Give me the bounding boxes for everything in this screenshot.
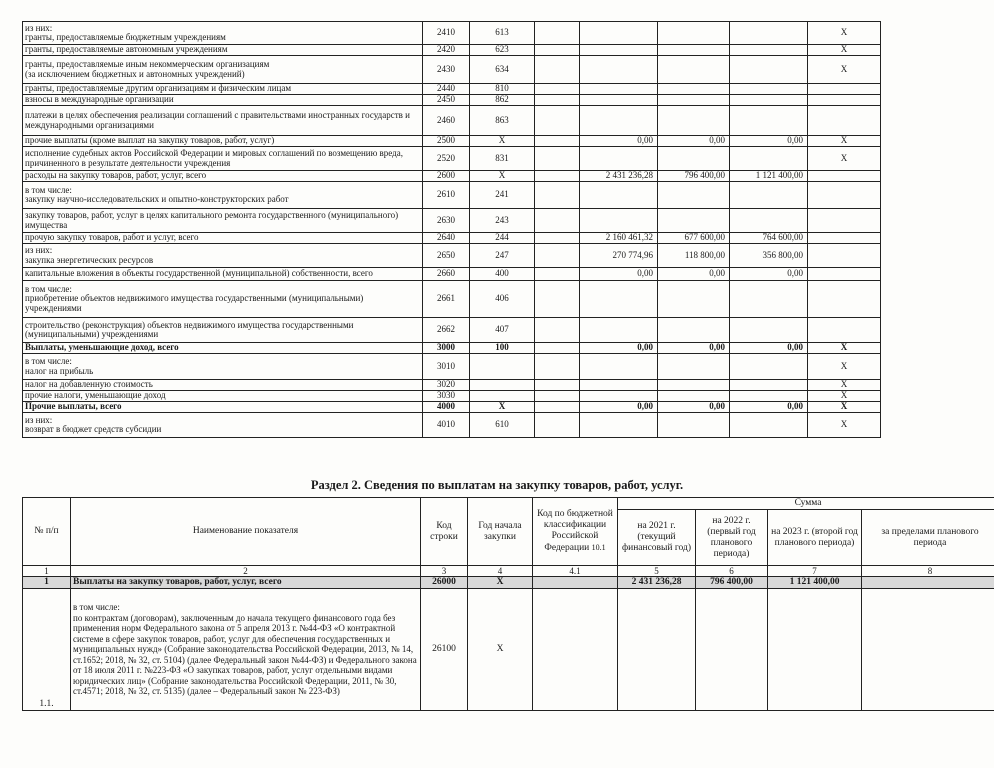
row-col-b: 0,00 xyxy=(580,268,658,281)
row-code: 4000 xyxy=(423,402,470,413)
table-row xyxy=(23,209,881,233)
column-number: 4.1 xyxy=(533,566,618,577)
row-code: 3000 xyxy=(423,343,470,354)
header-beyond: за пределами планового периода xyxy=(862,510,994,566)
header-kbk-note: 10.1 xyxy=(591,543,606,552)
header-kbk-text: Код по бюджетной классификации Российской Федерации xyxy=(537,509,613,553)
table-row xyxy=(23,589,994,711)
row-code: 2610 xyxy=(423,182,470,209)
expenses-table xyxy=(22,21,881,438)
row-col-c: 0,00 xyxy=(658,343,730,354)
row-name: из них: возврат в бюджет средств субсидии xyxy=(23,413,423,438)
table-row xyxy=(23,354,881,380)
row-col-x: X xyxy=(808,147,881,171)
row-code: 2440 xyxy=(423,84,470,95)
row-col-b xyxy=(580,95,658,106)
row-col-a xyxy=(535,402,580,413)
row-col-a xyxy=(535,171,580,182)
row-col-x: X xyxy=(808,380,881,391)
row-beyond xyxy=(862,577,994,589)
table-row xyxy=(23,171,881,182)
row-name: взносы в международные организации xyxy=(23,95,423,106)
row-col-d xyxy=(730,106,808,136)
table-row xyxy=(23,318,881,343)
row-code: 2661 xyxy=(423,281,470,318)
row-col-b xyxy=(580,413,658,438)
row-col-x: X xyxy=(808,22,881,45)
column-number: 5 xyxy=(618,566,696,577)
row-col-c xyxy=(658,56,730,84)
row-num: 1.1. xyxy=(23,589,71,711)
table-row xyxy=(23,391,881,402)
row-col-x: X xyxy=(808,56,881,84)
row-code: 2460 xyxy=(423,106,470,136)
row-col-b xyxy=(580,318,658,343)
row-col-x: X xyxy=(808,402,881,413)
table-row xyxy=(23,380,881,391)
row-col-a xyxy=(535,84,580,95)
row-col-c xyxy=(658,380,730,391)
row-code: 2600 xyxy=(423,171,470,182)
row-col-b xyxy=(580,45,658,56)
row-col-d xyxy=(730,182,808,209)
row-code: 2500 xyxy=(423,136,470,147)
row-code: 4010 xyxy=(423,413,470,438)
row-col-x xyxy=(808,244,881,268)
table-row xyxy=(23,343,881,354)
row-kbk: X xyxy=(470,136,535,147)
column-number: 6 xyxy=(696,566,768,577)
column-number: 1 xyxy=(23,566,71,577)
table-row xyxy=(23,45,881,56)
row-kbk: 100 xyxy=(470,343,535,354)
row-col-x xyxy=(808,268,881,281)
row-name: гранты, предоставляемые иным некоммерческим организациям (за исключением бюджетных и автономных учреждений) xyxy=(23,56,423,84)
row-kbk: X xyxy=(470,402,535,413)
row-col-c: 0,00 xyxy=(658,268,730,281)
row-kbk: 407 xyxy=(470,318,535,343)
column-number: 4 xyxy=(468,566,533,577)
row-col-x: X xyxy=(808,391,881,402)
row-code: 2450 xyxy=(423,95,470,106)
header-year: Год начала закупки xyxy=(468,498,533,566)
row-code: 2662 xyxy=(423,318,470,343)
row-kbk xyxy=(470,380,535,391)
table-row xyxy=(23,95,881,106)
row-col-d xyxy=(730,45,808,56)
procurement-table xyxy=(22,497,994,711)
row-2023: 1 121 400,00 xyxy=(768,577,862,589)
row-kbk: 862 xyxy=(470,95,535,106)
row-col-a xyxy=(535,380,580,391)
row-col-x: X xyxy=(808,343,881,354)
row-col-x xyxy=(808,233,881,244)
row-name: исполнение судебных актов Российской Федерации и мировых соглашений по возмещению вреда, причиненного в результате деятельности учреждения xyxy=(23,147,423,171)
row-col-b xyxy=(580,281,658,318)
row-col-d: 764 600,00 xyxy=(730,233,808,244)
row-col-x: X xyxy=(808,45,881,56)
row-year: X xyxy=(468,577,533,589)
row-col-b: 0,00 xyxy=(580,402,658,413)
row-code: 2640 xyxy=(423,233,470,244)
row-col-c xyxy=(658,318,730,343)
row-kbk: 634 xyxy=(470,56,535,84)
row-kbk: 623 xyxy=(470,45,535,56)
row-col-a xyxy=(535,354,580,380)
row-col-b xyxy=(580,147,658,171)
table-row xyxy=(23,268,881,281)
row-kbk: 810 xyxy=(470,84,535,95)
row-kbk: 244 xyxy=(470,233,535,244)
row-col-d xyxy=(730,56,808,84)
row-kbk: 400 xyxy=(470,268,535,281)
row-col-x: X xyxy=(808,136,881,147)
column-number: 3 xyxy=(421,566,468,577)
row-col-d: 0,00 xyxy=(730,343,808,354)
row-col-b xyxy=(580,56,658,84)
column-number: 7 xyxy=(768,566,862,577)
row-kbk: 863 xyxy=(470,106,535,136)
table-row xyxy=(23,147,881,171)
row-name: гранты, предоставляемые автономным учреждениям xyxy=(23,45,423,56)
row-col-d: 0,00 xyxy=(730,136,808,147)
row-col-b xyxy=(580,106,658,136)
row-col-x xyxy=(808,318,881,343)
row-col-x xyxy=(808,95,881,106)
row-kbk: 610 xyxy=(470,413,535,438)
header-2021: на 2021 г. (текущий финансовый год) xyxy=(618,510,696,566)
table-row xyxy=(23,244,881,268)
row-col-b: 0,00 xyxy=(580,343,658,354)
row-col-b: 270 774,96 xyxy=(580,244,658,268)
table-row xyxy=(23,106,881,136)
row-num: 1 xyxy=(23,577,71,589)
row-col-d xyxy=(730,318,808,343)
table-row xyxy=(23,22,881,45)
row-col-d: 0,00 xyxy=(730,402,808,413)
row-col-x xyxy=(808,106,881,136)
row-name: расходы на закупку товаров, работ, услуг, всего xyxy=(23,171,423,182)
header-num: № п/п xyxy=(23,498,71,566)
row-col-c xyxy=(658,95,730,106)
row-col-b xyxy=(580,84,658,95)
table-row xyxy=(23,577,994,589)
row-col-x xyxy=(808,84,881,95)
table-row xyxy=(23,413,881,438)
row-code: 26100 xyxy=(421,589,468,711)
header-2023: на 2023 г. (второй год планового периода) xyxy=(768,510,862,566)
section-2-title: Раздел 2. Сведения по выплатам на закупку товаров, работ, услуг. xyxy=(310,478,684,492)
row-code: 26000 xyxy=(421,577,468,589)
row-col-d xyxy=(730,84,808,95)
row-col-c xyxy=(658,106,730,136)
row-col-b: 2 160 461,32 xyxy=(580,233,658,244)
row-col-d xyxy=(730,391,808,402)
row-name: гранты, предоставляемые другим организациям и физическим лицам xyxy=(23,84,423,95)
row-name: в том числе: по контрактам (договорам), заключенным до начала текущего финансового года без применения норм Федерального закона от 5 апреля 2013 г. №44-ФЗ «О контрактной системе в сфере закупок товаров, работ, услуг для обеспечения государственных и муниципальных нужд» (Собрание законодательства Российской Федерации, 2013, № 14, ст.1652; 2018, № 32, ст. 5104) (далее Федеральный закон №44-ФЗ) и Федерального закона от 18 июля 2011 г. №223-ФЗ «О закупках товаров, работ, услуг отдельными видами юридических лиц» (Собрание законодательства Российской Федерации, 2011, № 30, ст.4571; 2018, № 32, ст. 5135) (далее – Федеральный закон № 223-ФЗ) xyxy=(71,589,421,711)
row-beyond xyxy=(862,589,994,711)
row-col-c: 118 800,00 xyxy=(658,244,730,268)
row-col-a xyxy=(535,343,580,354)
row-name: в том числе: закупку научно-исследовательских и опытно-конструкторских работ xyxy=(23,182,423,209)
row-kbk xyxy=(533,589,618,711)
row-col-d xyxy=(730,281,808,318)
row-col-a xyxy=(535,45,580,56)
row-col-d xyxy=(730,22,808,45)
row-code: 2430 xyxy=(423,56,470,84)
row-code: 3010 xyxy=(423,354,470,380)
row-col-b xyxy=(580,22,658,45)
row-col-d xyxy=(730,354,808,380)
row-col-c xyxy=(658,209,730,233)
row-col-c xyxy=(658,147,730,171)
row-col-c: 0,00 xyxy=(658,136,730,147)
row-col-c xyxy=(658,182,730,209)
row-col-a xyxy=(535,318,580,343)
row-kbk: X xyxy=(470,171,535,182)
row-col-b xyxy=(580,182,658,209)
row-col-a xyxy=(535,22,580,45)
row-name: из них: закупка энергетических ресурсов xyxy=(23,244,423,268)
row-col-d: 356 800,00 xyxy=(730,244,808,268)
row-kbk: 241 xyxy=(470,182,535,209)
table-row xyxy=(23,233,881,244)
row-2021 xyxy=(618,589,696,711)
row-col-d: 1 121 400,00 xyxy=(730,171,808,182)
row-col-c xyxy=(658,22,730,45)
row-code: 3030 xyxy=(423,391,470,402)
row-kbk: 831 xyxy=(470,147,535,171)
row-code: 3020 xyxy=(423,380,470,391)
row-col-d xyxy=(730,380,808,391)
row-name: Прочие выплаты, всего xyxy=(23,402,423,413)
table-row xyxy=(23,402,881,413)
row-col-c xyxy=(658,354,730,380)
row-name: прочие выплаты (кроме выплат на закупку товаров, работ, услуг) xyxy=(23,136,423,147)
header-name: Наименование показателя xyxy=(71,498,421,566)
row-col-c: 677 600,00 xyxy=(658,233,730,244)
column-number: 8 xyxy=(862,566,994,577)
row-name: платежи в целях обеспечения реализации соглашений с правительствами иностранных государств и международными организациями xyxy=(23,106,423,136)
row-name: строительство (реконструкция) объектов недвижимого имущества государственными (муниципальными) учреждениями xyxy=(23,318,423,343)
row-name: из них: гранты, предоставляемые бюджетным учреждениям xyxy=(23,22,423,45)
row-col-d xyxy=(730,95,808,106)
row-col-b: 0,00 xyxy=(580,136,658,147)
row-name: прочую закупку товаров, работ и услуг, всего xyxy=(23,233,423,244)
table-row xyxy=(23,281,881,318)
row-kbk: 247 xyxy=(470,244,535,268)
row-col-a xyxy=(535,182,580,209)
row-col-c: 0,00 xyxy=(658,402,730,413)
row-col-b xyxy=(580,209,658,233)
row-name: налог на добавленную стоимость xyxy=(23,380,423,391)
row-code: 2520 xyxy=(423,147,470,171)
row-col-a xyxy=(535,147,580,171)
row-name: прочие налоги, уменьшающие доход xyxy=(23,391,423,402)
row-name: в том числе: приобретение объектов недвижимого имущества государственными (муниципальными) учреждениями xyxy=(23,281,423,318)
row-code: 2420 xyxy=(423,45,470,56)
row-col-a xyxy=(535,209,580,233)
row-code: 2660 xyxy=(423,268,470,281)
header-code: Код строки xyxy=(421,498,468,566)
row-col-a xyxy=(535,413,580,438)
row-name: Выплаты, уменьшающие доход, всего xyxy=(23,343,423,354)
row-2022: 796 400,00 xyxy=(696,577,768,589)
row-col-a xyxy=(535,136,580,147)
row-kbk xyxy=(533,577,618,589)
row-year: X xyxy=(468,589,533,711)
row-col-c xyxy=(658,391,730,402)
row-col-x xyxy=(808,182,881,209)
header-2022: на 2022 г. (первый год планового периода) xyxy=(696,510,768,566)
row-col-a xyxy=(535,268,580,281)
row-col-c xyxy=(658,281,730,318)
row-col-b: 2 431 236,28 xyxy=(580,171,658,182)
row-name: закупку товаров, работ, услуг в целях капитального ремонта государственного (муниципального) имущества xyxy=(23,209,423,233)
row-2021: 2 431 236,28 xyxy=(618,577,696,589)
column-number: 2 xyxy=(71,566,421,577)
row-col-a xyxy=(535,391,580,402)
row-code: 2650 xyxy=(423,244,470,268)
row-col-b xyxy=(580,380,658,391)
row-col-x xyxy=(808,171,881,182)
row-name: в том числе: налог на прибыль xyxy=(23,354,423,380)
row-code: 2630 xyxy=(423,209,470,233)
row-name: капитальные вложения в объекты государственной (муниципальной) собственности, всего xyxy=(23,268,423,281)
table-row xyxy=(23,136,881,147)
table-row xyxy=(23,84,881,95)
row-col-a xyxy=(535,56,580,84)
row-kbk: 406 xyxy=(470,281,535,318)
row-code: 2410 xyxy=(423,22,470,45)
row-kbk: 613 xyxy=(470,22,535,45)
row-col-b xyxy=(580,391,658,402)
row-kbk: 243 xyxy=(470,209,535,233)
row-col-x xyxy=(808,209,881,233)
row-2022 xyxy=(696,589,768,711)
row-col-c xyxy=(658,413,730,438)
row-col-x xyxy=(808,281,881,318)
table-row xyxy=(23,182,881,209)
row-col-a xyxy=(535,281,580,318)
header-sum: Сумма xyxy=(618,498,994,510)
row-col-a xyxy=(535,95,580,106)
row-col-c xyxy=(658,45,730,56)
row-col-b xyxy=(580,354,658,380)
row-col-d xyxy=(730,413,808,438)
row-name: Выплаты на закупку товаров, работ, услуг, всего xyxy=(71,577,421,589)
row-col-d xyxy=(730,147,808,171)
row-2023 xyxy=(768,589,862,711)
table-row xyxy=(23,56,881,84)
row-col-x: X xyxy=(808,354,881,380)
row-kbk xyxy=(470,354,535,380)
row-col-d xyxy=(730,209,808,233)
row-col-x: X xyxy=(808,413,881,438)
header-kbk xyxy=(533,498,618,566)
row-col-d: 0,00 xyxy=(730,268,808,281)
row-col-a xyxy=(535,244,580,268)
row-kbk xyxy=(470,391,535,402)
row-col-a xyxy=(535,106,580,136)
row-col-c: 796 400,00 xyxy=(658,171,730,182)
row-col-a xyxy=(535,233,580,244)
row-col-c xyxy=(658,84,730,95)
